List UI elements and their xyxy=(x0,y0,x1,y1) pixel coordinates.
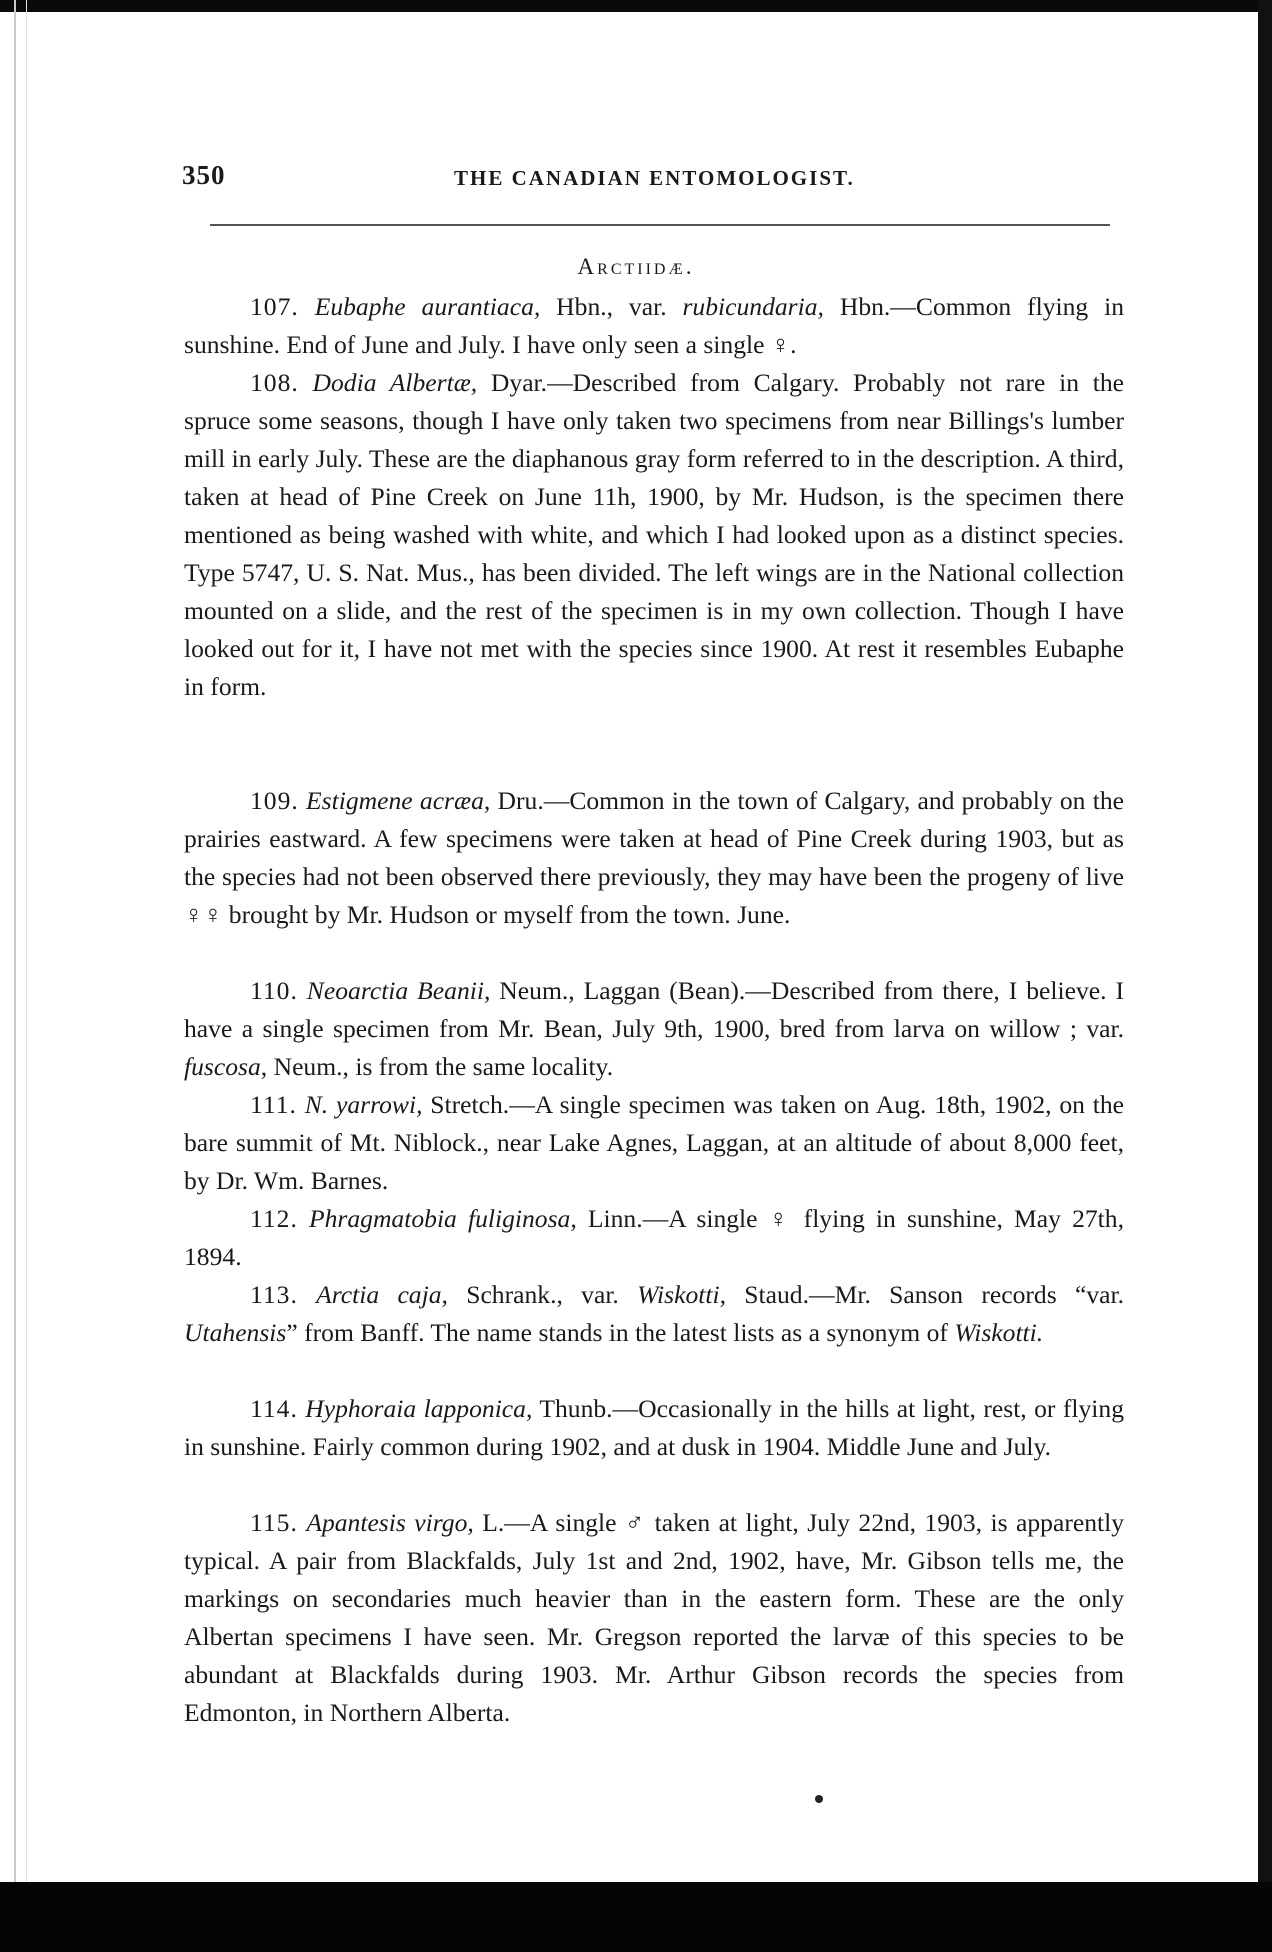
entry-text: Hbn.—Common flying in sunshine. End of June and July. I have only seen a single ♀. xyxy=(184,292,1124,359)
entry-text: Neum., Laggan (Bean).—Described from there, I believe. I have a single specimen from Mr. Bean, July 9th, 1900, bred from larva on willow ; var. xyxy=(184,976,1124,1043)
entry-115 xyxy=(184,1504,1124,1732)
scan-border-top xyxy=(0,0,1272,12)
entry-number: 115. xyxy=(250,1508,298,1537)
running-title: THE CANADIAN ENTOMOLOGIST. xyxy=(454,166,855,190)
entry-text: Hbn., var. xyxy=(540,292,683,321)
entry-text: Linn.—A single ♀ flying in sunshine, May 27th, 1894. xyxy=(184,1204,1124,1271)
entry-number: 112. xyxy=(250,1204,298,1233)
entry-text: Staud.—Mr. Sanson records “var. xyxy=(726,1280,1124,1309)
page-header xyxy=(182,160,1122,210)
variety-name: Wiskotti. xyxy=(954,1318,1044,1347)
ink-speck xyxy=(815,1795,823,1803)
variety-name: rubicundaria, xyxy=(682,292,824,321)
page-number: 350 xyxy=(182,160,226,190)
entry-text: ” from Banff. The name stands in the latest lists as a synonym of xyxy=(286,1318,955,1347)
scan-border-right xyxy=(1258,0,1272,1882)
section-heading: Arctiidæ. xyxy=(577,254,695,279)
entry-number: 111. xyxy=(250,1090,297,1119)
scan-border-bottom xyxy=(0,1882,1272,1952)
species-name: Hyphoraia lapponica, xyxy=(305,1394,533,1423)
page-edge-line-inner xyxy=(26,0,27,1882)
species-name: Arctia caja, xyxy=(316,1280,448,1309)
entry-114 xyxy=(184,1390,1124,1466)
entry-text: Dyar.—Described from Calgary. Probably not rare in the spruce some seasons, though I have only taken two specimens from near Billings's lumber mill in early July. These are the diaphanous gray form referred to in the description. A third, taken at head of Pine Creek on June 11h, 1900, by Mr. Hudson, is the specimen there mentioned as being washed with white, and which I had looked upon as a distinct species. Type 5747, U. S. Nat. Mus., has been divided. The left wings are in the National collection mounted on a slide, and the rest of the specimen is in my own collection. Though I have looked out for it, I have not met with the species since 1900. At rest it resembles Eubaphe in form. xyxy=(184,368,1124,701)
species-name: Phragmatobia fuliginosa, xyxy=(308,1204,577,1233)
entry-107 xyxy=(184,288,1124,364)
variety-name: Wiskotti, xyxy=(637,1280,726,1309)
entry-text: L.—A single ♂ taken at light, July 22nd, 1903, is apparently typical. A pair from Blackfalds, July 1st and 2nd, 1902, have, Mr. Gibson tells me, the markings on secondaries much heavier than in the eastern form. These are the only Albertan specimens I have seen. Mr. Gregson reported the larvæ of this species to be abundant at Blackfalds during 1903. Mr. Arthur Gibson records the species from Edmonton, in Northern Alberta. xyxy=(184,1508,1125,1727)
species-name: Estigmene acræa, xyxy=(306,786,491,815)
entry-113 xyxy=(184,1276,1124,1352)
entry-112 xyxy=(184,1200,1124,1276)
entry-number: 114. xyxy=(250,1394,298,1423)
entry-108 xyxy=(184,364,1124,706)
entry-text: Dru.—Common in the town of Calgary, and probably on the prairies eastward. A few specimens were taken at head of Pine Creek during 1903, but as the species had not been observed there previously, they may have been the progeny of live ♀♀ brought by Mr. Hudson or myself from the town. June. xyxy=(184,786,1124,929)
species-name: Apantesis virgo, xyxy=(306,1508,474,1537)
entry-text: Schrank., var. xyxy=(447,1280,638,1309)
page-edge-line xyxy=(14,0,16,1882)
entry-110 xyxy=(184,972,1124,1086)
entry-number: 109. xyxy=(250,786,299,815)
entry-text: Neum., is from the same locality. xyxy=(267,1052,614,1081)
species-name: Neoarctia Beanii, xyxy=(306,976,491,1005)
variety-name: Utahensis xyxy=(184,1318,287,1347)
entry-text: Thunb.—Occasionally in the hills at light, rest, or flying in sunshine. Fairly common during 1902, and at dusk in 1904. Middle June and July. xyxy=(184,1394,1124,1461)
entry-number: 107. xyxy=(250,292,299,321)
variety-name: fuscosa, xyxy=(184,1052,268,1081)
header-rule xyxy=(210,224,1110,226)
species-name: Dodia Albertæ, xyxy=(312,368,478,397)
entry-number: 108. xyxy=(250,368,299,397)
entry-number: 113. xyxy=(250,1280,298,1309)
entry-111 xyxy=(184,1086,1124,1200)
species-name: Eubaphe aurantiaca, xyxy=(314,292,541,321)
entry-number: 110. xyxy=(250,976,298,1005)
entry-text: Stretch.—A single specimen was taken on Aug. 18th, 1902, on the bare summit of Mt. Niblock., near Lake Agnes, Laggan, at an altitude of about 8,000 feet, by Dr. Wm. Barnes. xyxy=(184,1090,1124,1195)
species-name: N. yarrowi, xyxy=(304,1090,423,1119)
entry-109 xyxy=(184,782,1124,934)
